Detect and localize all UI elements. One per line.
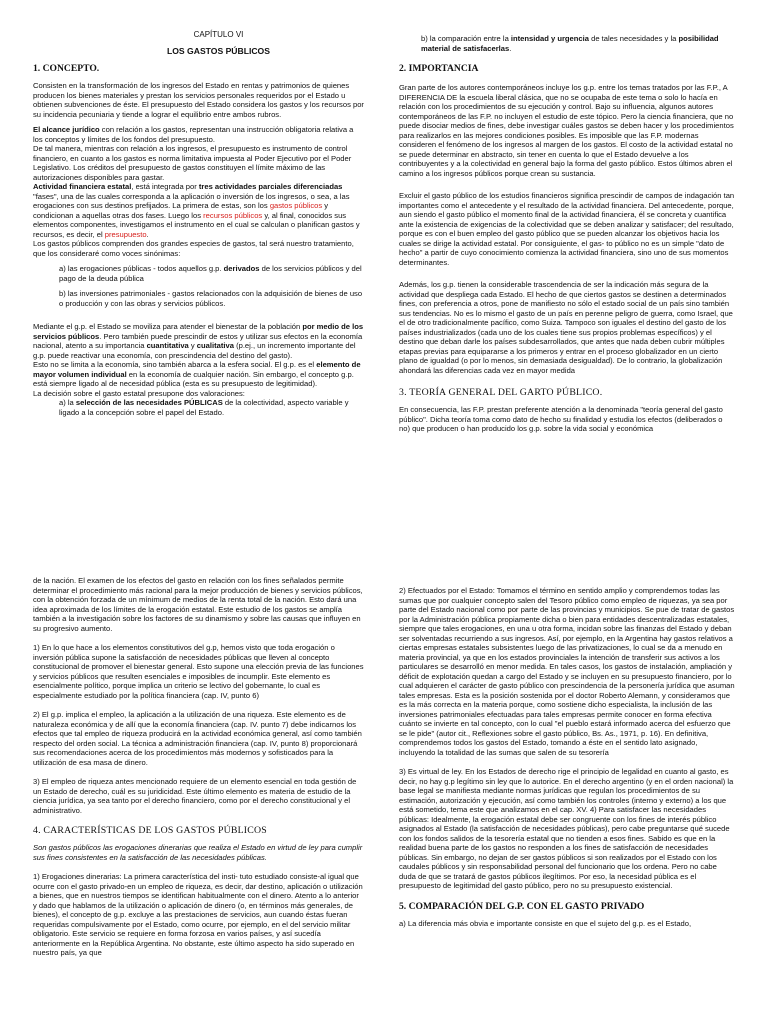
page2-left-column	[33, 576, 364, 964]
section-heading-comparacion: 5. COMPARACIÓN DEL G.P. CON EL GASTO PRIVADO	[399, 900, 645, 912]
bold-term: posibilidad material de satisfacerlas	[421, 34, 719, 53]
bold-term: por medio de los servicios públicos	[33, 322, 364, 341]
page-gap	[0, 550, 768, 568]
definition-paragraph: Son gastos públicos las erogaciones dinerarias que realiza el Estado en virtud de ley para cumplir sus fines consistentes en la satisfacción de las necesidades públicas.	[33, 843, 363, 862]
red-term: presupuesto	[104, 229, 147, 239]
list-item-a: a) las erogaciones públicas - todos aquellos g.p. derivados de los servicios públicos y del pago de la deuda pública	[59, 264, 362, 283]
paragraph: Excluir el gasto público de los estudios financieros significa prescindir de campos de indagación tan importantes como el antecedente y el resultado de la actividad financiera. Del antecedente, porque, aun siendo el gasto público el momento final de la actividad financiera, él se concreta y cuantifica ante la existencia de exigencias de la colectividad que se deben analizar y satisfacer; del resultado, porque es con el buen empleo del gasto público que se pueden alcanzar los objetivos hacia los cuales se dirige la actividad estatal. Por consiguiente, el gas- to público no es un simple "dato de hecho" a partir de cuyo conocimiento comienza la actividad financiera, sino uno de sus momentos determinantes.	[399, 191, 735, 267]
bold-term: El alcance jurídico	[33, 125, 100, 134]
paragraph: Los gastos públicos comprenden dos grandes especies de gastos, tal será nuestro tratamiento, que los consideraré como voces sinónimas:	[33, 239, 354, 258]
paragraph-esto: Esto no se limita a la economía, sino también abarca a la esfera social. El g.p. es el elemento de mayor volumen individual en la economía de cualquier nación. Sin embargo, el concepto g.p. está siempre ligado al de necesidad pública (esta es su presupuesto de legitimidad).	[33, 360, 361, 388]
chapter-title: LOS GASTOS PÚBLICOS	[167, 46, 270, 56]
paragraph: En consecuencia, las F.P. prestan preferente atención a la denominada "teoría general del gasto público". Dicha teoría toma como dato de hecho su finalidad y estudia los efectos (deliberados o no) que producen o han producido los g.p. sobre la vida social y económica	[399, 405, 723, 433]
section-heading-importancia: 2. IMPORTANCIA	[399, 63, 479, 74]
red-term: gastos públicos	[269, 201, 323, 210]
page2-right-column	[399, 586, 735, 934]
paragraph-alcance: El alcance jurídico con relación a los gastos, representan una instrucción obligatoria relativa a los conceptos y límites de los fondos del presupuesto.	[33, 125, 354, 144]
paragraph: De tal manera, mientras con relación a los ingresos, el presupuesto es instrumento de control financiero, en cuanto a los gastos es norma limitativa impuesta al Poder Ejecutivo por el Poder Legislativo. Los créditos del presupuesto de gastos constituyen el límite máximo de las autorizaciones disponibles para gastar.	[33, 144, 352, 182]
section-heading-teoria: 3. TEORÍA GENERAL DEL GARTO PÚBLICO.	[399, 387, 603, 398]
paragraph: La decisión sobre el gasto estatal presupone dos valoraciones:	[33, 388, 245, 398]
bold-term: tres actividades parciales diferenciadas	[198, 182, 343, 191]
paragraph: de la nación. El examen de los efectos del gasto en relación con los fines señalados permite determinar el procedimiento más racional para la mejor producción de bienes y servicios públicos, con la obtención forzada de un mínimum de medios de la renta total de la nación. Esto dará una idea aproximada de los límites de la erogación estatal. Este estudio de los gastos se amplía también a la investigación sobre los factores de su dinamismo y sobre las causas que influyen en su progresivo aumento.	[33, 576, 363, 633]
paragraph: 3) Es virtual de ley. En los Estados de derecho rige el principio de legalidad en cuanto al gasto, es decir, no hay g.p legítimo sin ley que lo autorice. En el derecho argentino (y en el orden nacional) la base legal se manifiesta mediante normas jurídicas que regulan los procedimientos de su estimación, autorización y ejecución, así como también los controles (interno y externo) a los que está sometido, tema este que analizamos en el cap. XV. 4) Para satisfacer las necesidades públicas: Idealmente, la erogación estatal debe ser congruente con los fines de interés público asignados al Estado (la satisfacción de necesidades públicas), pero cabe preguntarse qué sucede con los fondos salidos de la tesorería estatal que no tienden a esos fines. Sabido es que en la realidad buena parte de los gastos no responden a los fines de satisfacción de necesidades públicas. Sin embargo, no dejan de ser gastos públicos si son realizados por el Estado con los caudales públicos y sin responsabilidad personal del funcionario que los ordena. Pero no cabe duda de que se tratará de gastos públicos ilegítimos. Por eso, la necesidad pública es el presupuesto de legitimidad del gasto público, pero no su presupuesto existencial.	[399, 767, 734, 890]
bold-term: Actividad financiera estatal	[33, 182, 132, 191]
bold-term: selección de las necesidades PÚBLICAS	[75, 398, 223, 407]
paragraph: 2) Efectuados por el Estado: Tomamos el término en sentido amplio y comprendemos todas las sumas que por cualquier concepto salen del Tesoro público como empleo de riquezas, ya sea por parte del Estado nacional como por parte de las provincias y municipios. Se pue de tratar de gastos por la Administración pública propiamente dicha o bien para entidades descentralizadas estatales, siempre que tales erogaciones, en una u otra forma, incidan sobre las finanzas del Estado y deban ser solventadas recurriendo a sus ingresos. Así, por ejemplo, en la Argentina hay gastos relativos a ciertas empresas estatales subsistentes luego de las privatizaciones, lo cual se da a menudo en materia provincial, ya que en los estados provinciales la intención de transferir sus activos a los particulares se desarrolló en menor medida. En tales casos, los gastos de instalación, ampliación y déficit de explotación quedan a cargo del Estado y se incluyen en su presupuesto financiero, por lo cual adquieren el carácter de gasto público con prescindencia de la personería jurídica que asuman tales empresas. Esta es la posición sostenida por el doctor Roberto Alemann, y consideramos que es la más correcta en la materia porque, como sostiene dicho especialista, la inclusión de las inversiones patrimoniales efectuadas para tales empresas permite conocer en forma efectiva cuánto se invierte en tal concepto, con lo cual "el pueblo estará informado acerca del esfuerzo que se le pide" (autor cit., Reflexiones sobre el gasto público, Bs. As., 1971, p. 16). En definitiva, comprendemos todos los gastos del Estado, tomando a éste en el sentido lato asignado, incluyendo la totalidad de las sumas que salen de su tesorería	[399, 586, 735, 757]
paragraph: Además, los g.p. tienen la considerable trascendencia de ser la indicación más segura de la actividad que despliega cada Estado. El hecho de que ciertos gastos se destinen a determinados fines, con preferencia a otros, pone de manifiesto no sólo el estado social de un país sino también sus tendencias. No es lo mismo el gasto de un país en perenne peligro de guerra, como Israel, que el de otro tradicionalmente pacífico, como Suiza. Tampoco son iguales el destino del gasto de los países industrializados (cada uno de los cuales tiene sus propios problemas específicos) y el destino que deban darle los países subdesarrollados, que antes que nada deben cubrir múltiples etapas previas para equipararse a los primeros y entrar en el proceso globalizador en un cierto plano de igualdad (o por lo menos, sin demasiada desigualdad). De lo contrario, la globalización ahondará las diferencias cada vez en mayor medida	[399, 280, 733, 375]
bold-term: cualitativa	[196, 341, 234, 350]
page1-right-column	[399, 34, 735, 440]
paragraph: 3) El empleo de riqueza antes mencionado requiere de un elemento esencial en toda gestión de un Estado de derecho, cuál es su juridicidad. Este último elemento es materia de estudio de la ciencia jurídica, ya sea tanto por el derecho financiero, como por el derecho constitucional y el administrativo.	[33, 777, 357, 815]
bold-term: derivados	[223, 264, 260, 273]
paragraph: 2) El g.p. implica el empleo, la aplicación a la utilización de una riqueza. Este elemento es de naturaleza económica y de allí que la economía financiera (cap. IV. punto 7) debe indicarnos los efectos que tal empleo de riqueza producirá en la actividad económica general, así como también respecto del orden social. La técnica a administración financiera (cap. IV, punto 8) proporcionará sus recomendaciones acerca de los procedimientos más modernos y sofisticados para la utilización de esa masa de dinero.	[33, 710, 362, 767]
section-heading-caracteristicas: 4. CARACTERÍSTICAS DE LOS GASTOS PÚBLICOS	[33, 825, 267, 836]
paragraph: 1) Erogaciones dinerarias: La primera característica del insti- tuto estudiado consiste-al igual que ocurre con el gasto privado-en un empleo de riqueza, es decir, dar destino, aplicación o utilización a bienes, que en nuestros tiempos se identifican habitualmente con el dinero. Atento a lo anterior y dado que hablamos de la utilización o aplicación de dinero (o, en términos más generales, de bienes), el concepto de g.p. excluye a las prestaciones de servicios, aun cuando éstas fueran requeridas compulsivamente por el Estado, como ocurre, por ejemplo, en el del servicio militar obligatorio. Este servicio se requiere en forma forzosa en varios países, y así sucedía anteriormente en la República Argentina. No obstante, este último aspecto ha sido superado en nuestro país, ya que	[33, 872, 363, 957]
paragraph-actividad: Actividad financiera estatal, está integrada por tres actividades parciales diferenciadas "fases", una de las cuales corresponda a la aplicación o inversión de los ingresos, o sea, a las erogaciones con sus destinos prefijados. La primera de estas, son los gastos públicos y condicionan a aquellas otras dos fases. Luego los recursos públicos y, al final, conocidos sus elementos componentes, investigamos el instrumento en el cual se calculan o planifican gastos y recursos, es decir, el presupuesto.	[33, 182, 360, 239]
list-item-valoracion-b: b) la comparación entre la intensidad y urgencia de tales necesidades y la posibilidad material de satisfacerlas.	[421, 34, 719, 53]
paragraph: 1) En lo que hace a los elementos constitutivos del g.p, hemos visto que toda erogación o inversión pública supone la satisfacción de necesidades públicas que lleven al concepto constitucional de promover el bienestar general. Esto supone una elección previa de las funciones y servicios públicos que resulten esenciales e imposibles de incumplir. Este elemento es esencialmente político, porque implica un criterio se lectivo del gobernante, lo cual es especialmente estudiado por la política financiera (cap. IV, punto 6)	[33, 643, 364, 700]
red-term: recursos públicos	[203, 210, 263, 220]
paragraph: Gran parte de los autores contemporáneos incluye los g.p. entre los temas tratados por las F.P., A DIFERENCIA DE la escuela liberal clásica, que no se ocupaba de este tema o solo lo hacía en relación con los procedimientos de su ejecución y control. Bajo su influencia, algunos autores contemporáneos de las F.P. no incluyen el estudio de este tópico. Pero la ciencia financiera, que no puede disociar medios de fines, debe investigar cuáles gastos se deben hacer y los procedimientos para realizarlos en las mejores condiciones posibles. Es imposible que las F.P. modernas consideren el fenómeno de los ingresos al margen de los gastos. El costo de la actividad estatal no se puede determinar en abstracto, sin tener en cuenta lo que el Estado devuelve a los contribuyentes y a la colectividad en general bajo la forma del gasto público. Estos últimos abren el camino a los ingresos públicos porque crean su sustancia.	[399, 83, 734, 178]
list-item-b: b) las inversiones patrimoniales - gastos relacionados con la adquisición de bienes de uso o producción y con las obras y servicios públicos.	[59, 289, 363, 308]
bold-term: intensidad y urgencia	[510, 34, 589, 43]
paragraph-mediante: Mediante el g.p. el Estado se moviliza para atender el bienestar de la población por medio de los servicios públicos. Pero también puede prescindir de estos y utilizar sus efectos en la economía nacional, atento a su importancia cuantitativa y cualitativa (p.ej., un incremento importante del g.p. puede reactivar una economía, con prescindencia del destino del gasto).	[33, 322, 364, 360]
bold-term: cuantitativa	[146, 341, 189, 350]
document-page-2	[0, 568, 768, 1024]
paragraph: Consisten en la transformación de los ingresos del Estado en rentas y patrimonios de quienes producen los bienes materiales y prestan los servicios personales requeridos por el Estado u obtienen subvenciones de éste. El presupuesto del Estado considera los gastos y los recursos por su incidencia pecuniaria y tiende a lograr el equilibrio entre ambos rubros.	[33, 81, 364, 119]
paragraph: a) La diferencia más obvia e importante consiste en que el sujeto del g.p. es el Estado,	[399, 918, 692, 928]
chapter-label: CAPÍTULO VI	[193, 30, 244, 39]
list-item-valoracion-a: a) la selección de las necesidades PÚBLICAS de la colectividad, aspecto variable y ligado a la concepción sobre el papel del Estado.	[59, 398, 349, 417]
page1-left-column	[33, 30, 364, 423]
section-heading-concepto: 1. CONCEPTO.	[33, 63, 100, 74]
bold-term: elemento de mayor volumen individual	[33, 360, 361, 379]
